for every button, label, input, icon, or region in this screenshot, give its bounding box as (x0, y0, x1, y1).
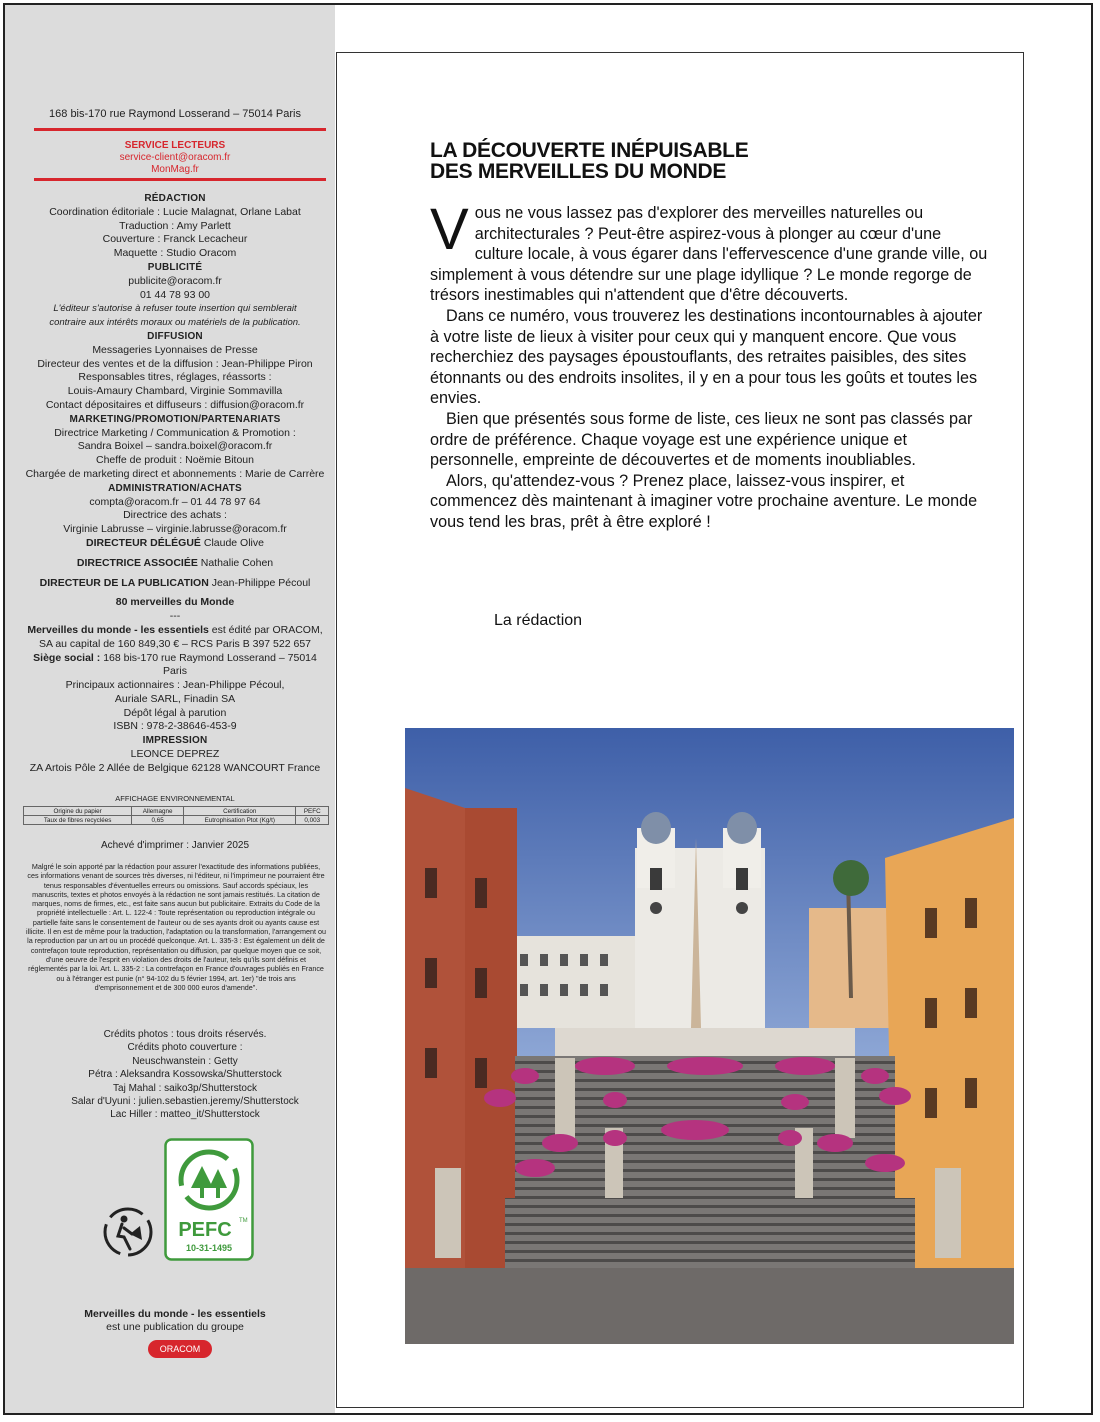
article-body (430, 197, 988, 533)
impression-line: ZA Artois Pôle 2 Allée de Belgique 62128 WANCOURT France (29, 761, 321, 774)
publication-editor-rest: est édité par ORACOM, (208, 623, 323, 636)
oracom-logo: ORACOM (148, 1340, 212, 1358)
marketing-line: Chargée de marketing direct et abonnements : Marie de Carrère (25, 467, 325, 480)
diffusion-line: Directeur des ventes et de la diffusion : Jean-Philippe Piron (37, 357, 313, 370)
marketing-heading: MARKETING/PROMOTION/PARTENARIATS (69, 413, 281, 425)
photo-credit-line: Crédits photo couverture : (127, 1042, 243, 1054)
redaction-line: Maquette : Studio Oracom (113, 247, 237, 260)
table-cell: Allemagne (132, 807, 184, 816)
paragraph-text: ous ne vous lassez pas d'explorer des merveilles naturelles ou architecturales ? Peut-être aspirez-vous à plonger au cœur d'une culture locale, à vous égarer dans l'effervescence d'une grande ville, ou simplement à vous détendre sur une plage idyllique ? Le monde regorge de trésors inestimables qui n'attendent que d'être découverts. (430, 204, 988, 305)
publicite-heading: PUBLICITÉ (147, 261, 203, 273)
headline-line: LA DÉCOUVERTE INÉPUISABLE (430, 139, 749, 162)
acheve-imprimer: Achevé d'imprimer : Janvier 2025 (100, 840, 250, 851)
table-cell: Taux de fibres recyclées (24, 816, 132, 825)
red-rule-bottom (34, 178, 326, 181)
redaction-line: Coordination éditoriale : Lucie Malagnat, Orlane Labat (49, 205, 301, 218)
pefc-logo (164, 1138, 254, 1261)
service-heading: SERVICE LECTEURS (124, 140, 226, 151)
article-paragraph: Alors, qu'attendez-vous ? Prenez place, laissez-vous inspirer, et commencez dès maintenant à imaginer votre prochaine aventure. Le monde vous tend les bras, prêt à être exploré ! (430, 471, 978, 531)
photo-credit-line: Lac Hiller : matteo_it/Shutterstock (110, 1109, 260, 1121)
publicite-note: contraire aux intérêts moraux ou matériels de la publication. (49, 317, 301, 329)
publication-editor-name: Merveilles du monde - les essentiels (27, 623, 209, 636)
directrice-associee-name: Nathalie Cohen (200, 556, 274, 569)
publicite-note: L'éditeur s'autorise à refuser toute insertion qui semblerait (53, 303, 297, 315)
publication-separator: --- (169, 610, 181, 623)
spanish-steps-photo (405, 728, 1014, 1344)
masthead-credits (20, 192, 330, 776)
photo-credit-line: Taj Mahal : saiko3p/Shutterstock (113, 1082, 257, 1094)
publication-editor (20, 624, 330, 638)
photo-credit-line: Neuschwanstein : Getty (132, 1055, 238, 1067)
table-row (24, 807, 329, 816)
headline-line: DES MERVEILLES DU MONDE (430, 160, 727, 183)
service-email: service-client@oracom.fr (119, 152, 231, 163)
diffusion-line: Messageries Lyonnaises de Presse (92, 343, 258, 356)
publication-line: Dépôt légal à parution (123, 706, 227, 719)
recycle-logo-icon (100, 1204, 156, 1260)
article-paragraph: Dans ce numéro, vous trouverez les destinations incontournables à ajouter à votre liste de lieux à visiter pour ceux qui y manquent encore. Que vous recherchiez des paysages époustouflants, des retraites paisibles, des sites étonnants ou des endroits insolites, il y en a pour tous les goûts et toutes les envies. (430, 306, 983, 408)
directeur-publication (20, 577, 330, 591)
siege-label: Siège social : (33, 651, 101, 664)
marketing-line: Directrice Marketing / Communication & Promotion : (54, 426, 296, 439)
redaction-heading: RÉDACTION (144, 193, 206, 204)
publicite-line: 01 44 78 93 00 (139, 288, 211, 301)
directeur-publication-label: DIRECTEUR DE LA PUBLICATION (39, 576, 209, 589)
photo-credit-line: Salar d'Uyuni : julien.sebastien.jeremy/Shutterstock (71, 1096, 299, 1108)
service-site: MonMag.fr (151, 164, 199, 175)
photo-credit-line: Crédits photos : tous droits réservés. (103, 1029, 267, 1040)
redaction-line: Couverture : Franck Lecacheur (102, 233, 248, 246)
administration-heading: ADMINISTRATION/ACHATS (108, 482, 242, 494)
dropcap: V (430, 197, 469, 262)
environment-table (23, 806, 329, 825)
diffusion-line: Louis-Amaury Chambard, Virginie Sommavilla (67, 385, 283, 398)
administration-line: Directrice des achats : (123, 509, 227, 522)
pefc-label: PEFC (178, 1219, 232, 1241)
directeur-delegue (20, 537, 330, 551)
table-cell: 0,003 (296, 816, 329, 825)
directeur-publication-name: Jean-Philippe Pécoul (211, 576, 311, 589)
publication-title: 80 merveilles du Monde (115, 596, 235, 609)
impression-heading: IMPRESSION (142, 735, 208, 747)
redaction-line: Traduction : Amy Parlett (119, 219, 231, 232)
diffusion-line: Responsables titres, réglages, réassorts : (78, 371, 272, 384)
table-row (24, 816, 329, 825)
pefc-code: 10-31-1495 (185, 1243, 233, 1253)
publisher-address: 168 bis-170 rue Raymond Losserand – 75014 Paris (49, 108, 301, 120)
table-cell: Eutrophisation Ptot (Kg/t) (184, 816, 296, 825)
table-cell: Origine du papier (24, 807, 132, 816)
publication-line: Auriale SARL, Finadin SA (114, 692, 236, 705)
marketing-line: Cheffe de produit : Noëmie Bitoun (96, 454, 254, 467)
article-signature: La rédaction (494, 612, 583, 629)
affichage-heading: AFFICHAGE ENVIRONNEMENTAL (115, 794, 235, 803)
article-headline (430, 140, 990, 182)
siege-value: 168 bis-170 rue Raymond Losserand – 75014 Paris (100, 651, 317, 678)
footer-title: Merveilles du monde - les essentiels (84, 1308, 266, 1320)
group-footer (20, 1308, 330, 1334)
table-cell: PEFC (296, 807, 329, 816)
service-lecteurs (20, 140, 330, 176)
impression-line: LEONCE DEPREZ (130, 748, 220, 761)
diffusion-heading: DIFFUSION (147, 330, 203, 342)
diffusion-line: Contact dépositaires et diffuseurs : diffusion@oracom.fr (45, 398, 305, 411)
legal-disclaimer: Malgré le soin apporté par la rédaction pour assurer l'exactitude des informations publiées, ces informations venant de sources très diverses, ni l'éditeur, ni l'imprimeur ne pourraient être tenus responsables d'éventuelles erreurs ou omissions. Sauf accords spéciaux, les manuscrits, textes et photos envoyés à la rédaction ne sont jamais restitués. La citation de marques, noms de firmes, etc., est faite sans aucun but publicitaire. Extraits du Code de la propriété intellectuelle : Art. L. 122-4 : Toute représentation ou reproduction intégrale ou partielle faite sans le consentement de l'auteur ou de ses ayants droit ou ayants cause est illicite. Il en est de même pour la traduction, l'adaptation ou la transformation, l'arrangement ou la reproduction par un art ou un procédé quelconque. Art. L. 335-3 : Est également un délit de contrefaçon toute reproduction, représentation ou diffusion, par quelque moyen que ce soit, d'une oeuvre de l'esprit en violation des droits de l'auteur, tels qu'ils sont définis et réglementés par la loi. Art. L. 335-2 : La contrefaçon en France d'ouvrages publiés en France ou à l'étranger est punie (n° 94-102 du 5 février 1994, art. 1er) "de trois ans d'emprisonnement et de 300 000 euros d'amende". (26, 862, 326, 992)
directeur-delegue-name: Claude Olive (203, 536, 264, 549)
administration-line: compta@oracom.fr – 01 44 78 97 64 (89, 495, 261, 508)
photo-credits (60, 1028, 310, 1122)
publication-capital: SA au capital de 160 849,30 € – RCS Paris B 397 522 657 (38, 637, 312, 650)
publication-line: Principaux actionnaires : Jean-Philippe Pécoul, (65, 679, 285, 692)
publication-siege (20, 652, 330, 680)
directeur-delegue-label: DIRECTEUR DÉLÉGUÉ (86, 536, 201, 549)
pefc-tm: TM (239, 1218, 248, 1224)
article-paragraph (430, 197, 988, 306)
article-paragraph: Bien que présentés sous forme de liste, ces lieux ne sont pas classés par ordre de préférence. Chaque voyage est une expérience unique et personnelle, empreinte de découvertes et de moments inoubliables. (430, 409, 973, 470)
photo-credit-line: Pétra : Aleksandra Kossowska/Shutterstock (88, 1069, 282, 1081)
table-cell: 0,65 (132, 816, 184, 825)
administration-line: Virginie Labrusse – virginie.labrusse@oracom.fr (63, 523, 287, 536)
red-rule-top (34, 128, 326, 131)
marketing-line: Sandra Boixel – sandra.boixel@oracom.fr (77, 440, 273, 453)
directrice-associee (20, 557, 330, 571)
table-cell: Certification (184, 807, 296, 816)
publication-line: ISBN : 978-2-38646-453-9 (113, 720, 237, 733)
publicite-line: publicite@oracom.fr (128, 274, 222, 287)
directrice-associee-label: DIRECTRICE ASSOCIÉE (76, 556, 198, 569)
footer-subtitle: est une publication du groupe (106, 1321, 244, 1333)
